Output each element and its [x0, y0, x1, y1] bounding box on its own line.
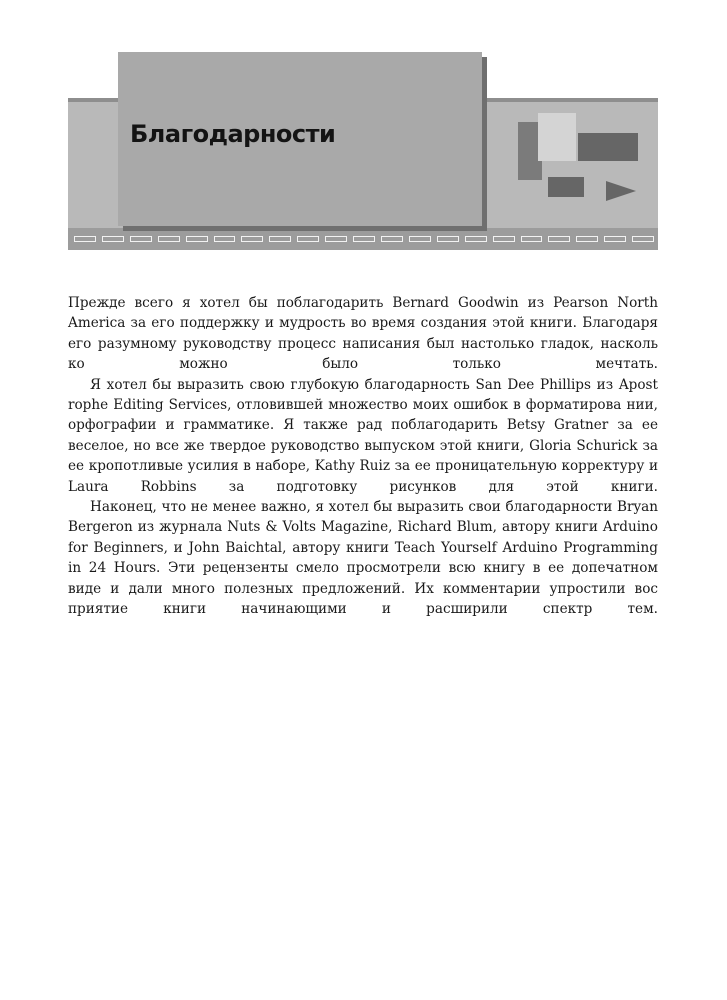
decor-block — [578, 133, 638, 161]
decor-block — [538, 113, 576, 161]
decor-arrow-icon — [606, 181, 636, 201]
banner-dash-row — [74, 236, 654, 242]
paragraph: Наконец, что не менее важно, я хотел бы выразить свои благодарности Bryan Bergeron из журнала Nuts & Volts Magazine, Richard Blum, автору книги Arduino for Beginners, и John Baichtal, автору книги Teach Yourself Arduino Programming in 24 Hours. Эти рецензенты смело просмотрели всю книгу в ее допечатном виде и дали много полезных предложений. Их комментарии упростили вос приятие книги начинающими и расширили спектр тем. — [68, 499, 658, 618]
chapter-title-box — [118, 52, 482, 226]
paragraph: Прежде всего я хотел бы поблагодарить Bernard Goodwin из Pearson North America за его поддержку и мудрость во время создания этой книги. Благодаря его разумному руководству процесс написания был настолько гладок, насколь ко можно было только мечтать. — [68, 295, 658, 373]
chapter-title: Благодарности — [130, 120, 336, 148]
decor-block — [548, 177, 584, 197]
body-text — [68, 293, 658, 620]
paragraph: Я хотел бы выразить свою глубокую благодарность San Dee Phillips из Apost rophe Editing Services, отловившей множество моих ошибок в форматирова нии, орфографии и грамматике. Я также рад поблагодарить Betsy Gratner за ее веселое, но все же твердое руководство выпуском этой книги, Gloria Schurick за ее кропотливые усилия в наборе, Kathy Ruiz за ее проницательную корректуру и Laura Robbins за подготовку рисунков для этой книги. — [68, 376, 659, 495]
